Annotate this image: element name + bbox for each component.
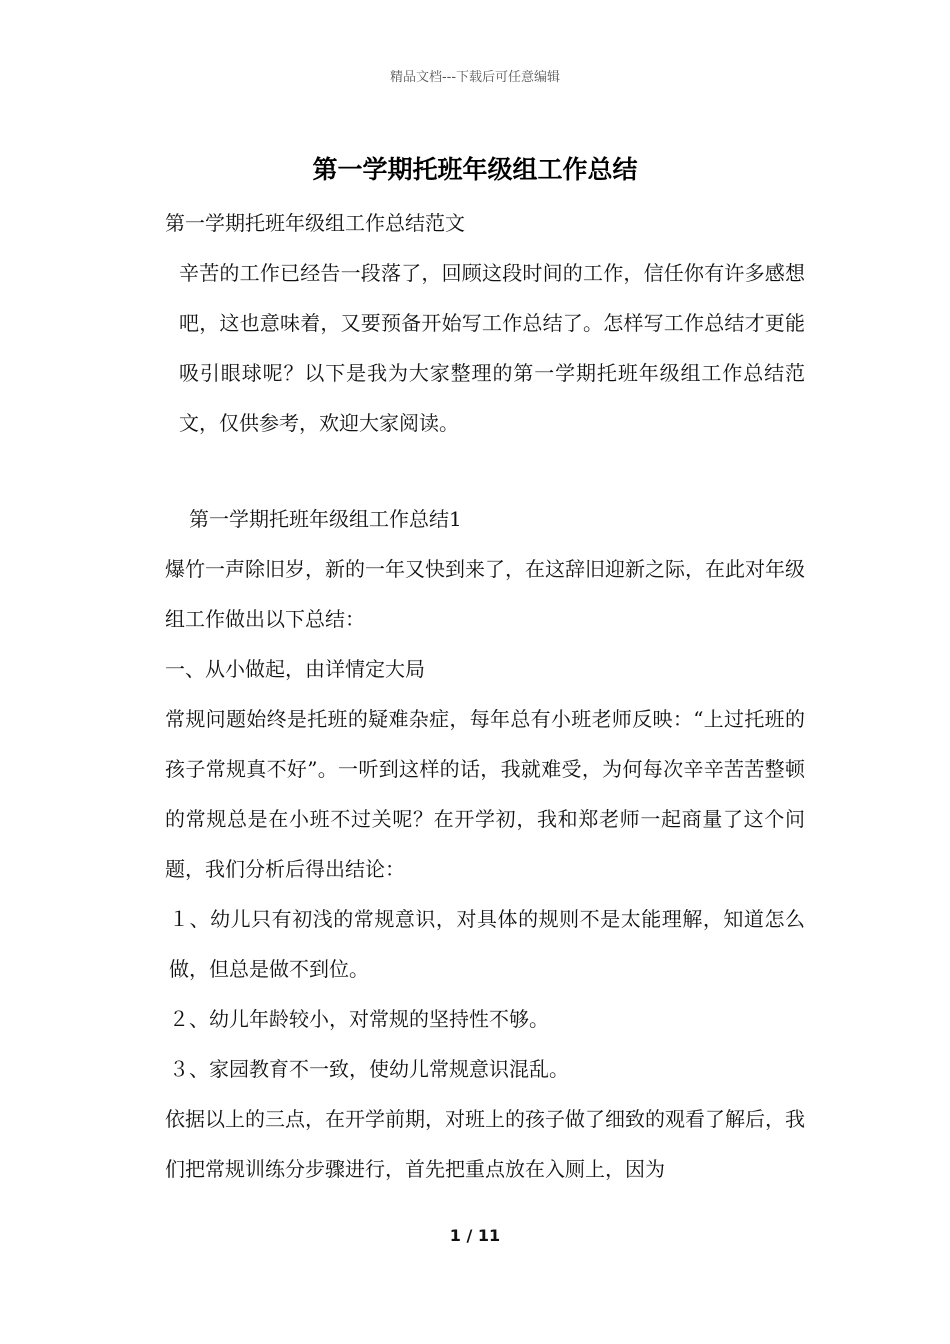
page-number: 1 / 11: [449, 1226, 501, 1245]
paragraph-3: 依据以上的三点，在开学前期，对班上的孩子做了细致的观看了解后，我们把常规训练分步骤进行，首先把重点放在入厕上，因为: [165, 1107, 805, 1181]
document-title: 第一学期托班年级组工作总结: [312, 155, 638, 184]
page-header: 精品文档---下载后可任意编辑: [389, 70, 561, 85]
section-heading: 第一学期托班年级组工作总结1: [189, 507, 462, 531]
intro-block: [145, 198, 805, 448]
list-item-2: ２、幼儿年龄较小，对常规的坚持性不够。: [169, 1007, 549, 1031]
document-subtitle: 第一学期托班年级组工作总结范文: [165, 211, 465, 235]
paragraph-2: 常规问题始终是托班的疑难杂症，每年总有小班老师反映：“上过托班的孩子常规真不好”。一听到这样的话，我就难受，为何每次辛辛苦苦整顿的常规总是在小班不过关呢？在开学初，我和郑老师一起商量了这个问题，我们分析后得出结论：: [165, 707, 805, 881]
list-item-1: １、幼儿只有初浅的常规意识，对具体的规则不是太能理解，知道怎么做，但总是做不到位。: [169, 907, 805, 981]
list-item-3: ３、家园教育不一致，使幼儿常规意识混乱。: [169, 1057, 569, 1081]
section-block: [145, 494, 805, 1194]
intro-paragraph: 辛苦的工作已经告一段落了，回顾这段时间的工作，信任你有许多感想吧，这也意味着，又要预备开始写工作总结了。怎样写工作总结才更能吸引眼球呢？以下是我为大家整理的第一学期托班年级组工作总结范文，仅供参考，欢迎大家阅读。: [179, 261, 805, 435]
point-heading: 一、从小做起，由详情定大局: [165, 657, 425, 681]
paragraph-1: 爆竹一声除旧岁，新的一年又快到来了，在这辞旧迎新之际，在此对年级组工作做出以下总结：: [165, 557, 805, 631]
